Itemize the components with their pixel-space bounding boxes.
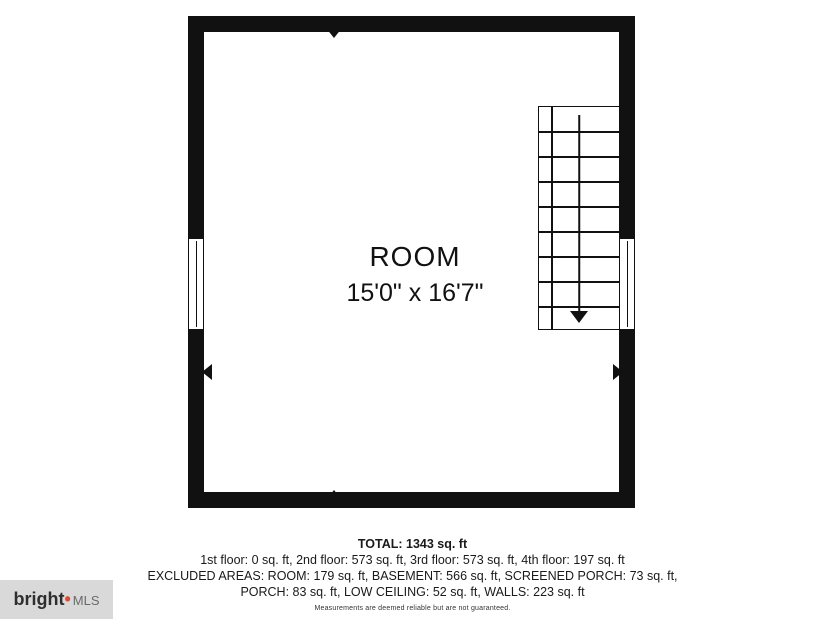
- watermark-text: [13, 589, 99, 610]
- watermark-logo: [0, 580, 113, 619]
- summary-excluded-areas: EXCLUDED AREAS: ROOM: 179 sq. ft, BASEMENT: 566 sq. ft, SCREENED PORCH: 73 sq. ft,: [147, 569, 678, 583]
- window-right-wall: [619, 238, 635, 330]
- summary-disclaimer: Measurements are deemed reliable but are not guaranteed.: [314, 605, 511, 612]
- watermark-suffix: MLS: [72, 593, 100, 608]
- wall-marker-top-icon: [326, 28, 342, 38]
- area-summary: [0, 536, 825, 615]
- room-dimensions: 15'0" x 16'7": [346, 279, 484, 307]
- summary-floors: 1st floor: 0 sq. ft, 2nd floor: 573 sq. ft, 3rd floor: 573 sq. ft, 4th floor: 197 sq. ft: [200, 553, 625, 567]
- watermark-brand: bright: [13, 589, 65, 609]
- wall-marker-right-icon: [613, 364, 623, 380]
- summary-excluded-areas-continued: PORCH: 83 sq. ft, LOW CEILING: 52 sq. ft, WALLS: 223 sq. ft: [240, 585, 585, 599]
- stair-direction-arrow-icon: [570, 311, 588, 323]
- room-label: [250, 240, 580, 310]
- wall-marker-left-icon: [202, 364, 212, 380]
- window-left-wall: [188, 238, 204, 330]
- watermark-dot-icon: •: [64, 589, 71, 609]
- room-name: ROOM: [369, 241, 461, 272]
- summary-total: TOTAL: 1343 sq. ft: [357, 537, 468, 551]
- wall-marker-bottom-icon: [326, 490, 342, 500]
